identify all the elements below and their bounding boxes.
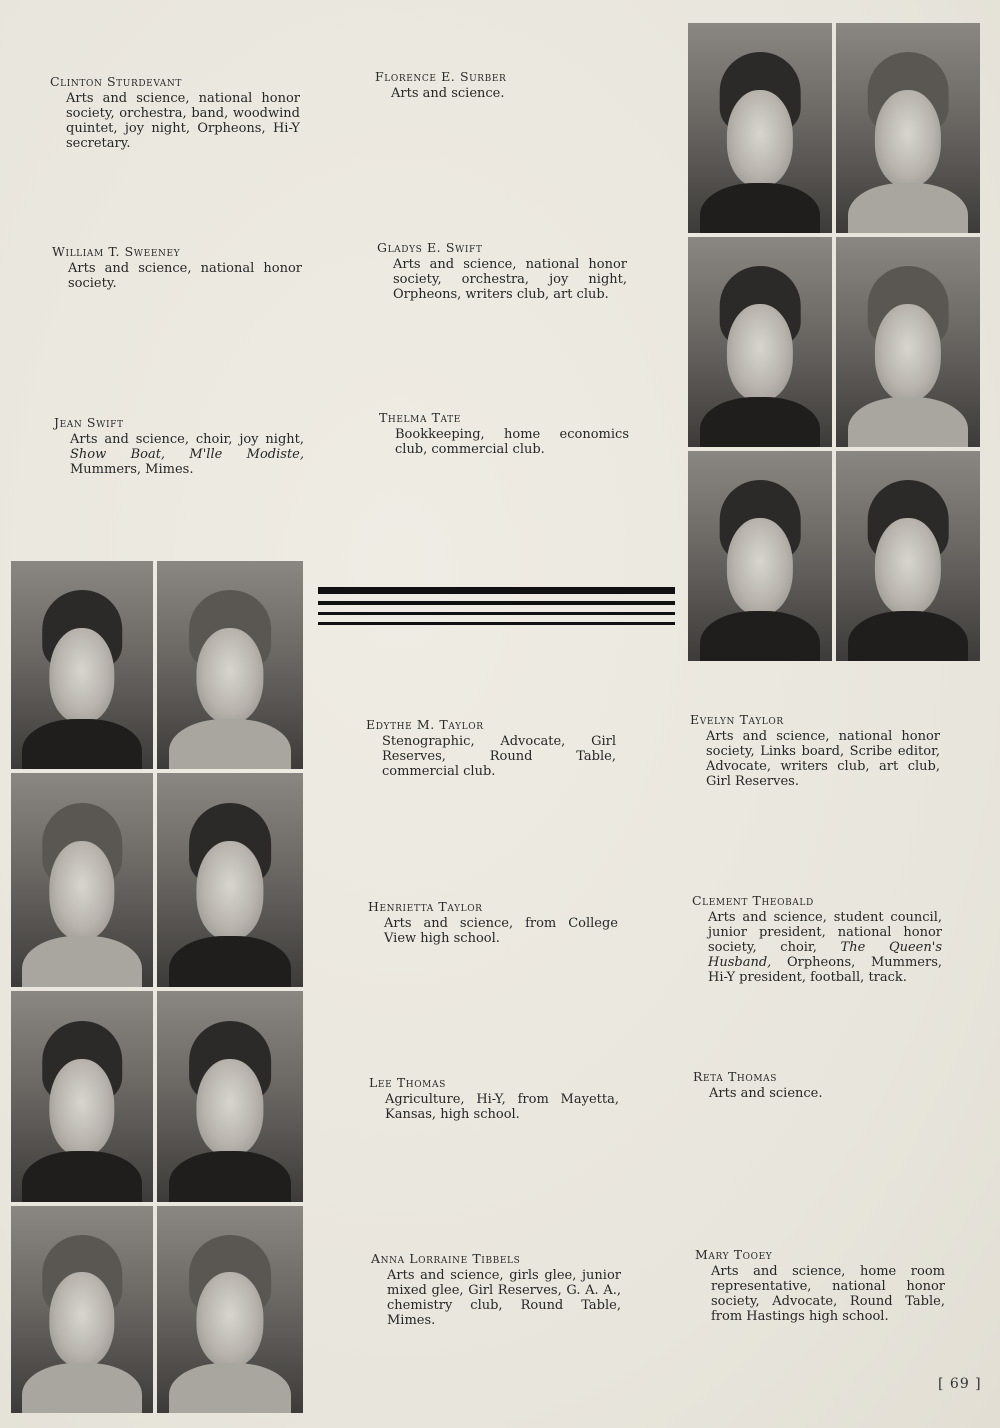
- entry-clement-theobald: [692, 893, 942, 985]
- portrait-photo: [688, 23, 832, 233]
- entry-clinton-sturdevant: [50, 74, 300, 151]
- entry-thelma-tate: [379, 410, 629, 457]
- entry-gladys-swift: [377, 240, 627, 302]
- entry-description: Stenographic, Advocate, Girl Reserves, Round Table, commercial club.: [382, 734, 616, 779]
- entry-name: Lee Thomas: [369, 1075, 446, 1090]
- entry-name: Evelyn Taylor: [690, 712, 784, 727]
- entry-description: Arts and science, national honor society, orchestra, band, woodwind quintet, joy night, Orpheons, Hi-Y secretary.: [66, 91, 300, 151]
- portrait-photo: [688, 237, 832, 447]
- portrait-photo: [836, 451, 980, 661]
- desc-part: Orpheons, Mummers, Hi-Y president, football, track.: [708, 955, 942, 985]
- portrait-photo: [11, 773, 153, 987]
- portrait-photo: [157, 561, 303, 769]
- entry-name: Anna Lorraine Tibbels: [371, 1251, 521, 1266]
- portrait-photo: [157, 1206, 303, 1413]
- desc-part: Arts and science, student council, junior president, national honor society, choir,: [708, 910, 942, 955]
- entry-description: [70, 432, 304, 477]
- rule-line: [318, 612, 675, 615]
- entry-description: Bookkeeping, home economics club, commercial club.: [395, 427, 629, 457]
- entry-lee-thomas: [369, 1075, 619, 1122]
- entry-description: Arts and science.: [391, 86, 505, 101]
- entry-description: Arts and science, national honor society, orchestra, joy night, Orpheons, writers club, art club.: [393, 257, 627, 302]
- entry-description: Arts and science.: [709, 1086, 823, 1101]
- portrait-photo: [836, 237, 980, 447]
- entry-henrietta-taylor: [368, 899, 618, 946]
- entry-reta-thomas: [693, 1069, 943, 1101]
- portrait-photo: [11, 1206, 153, 1413]
- entry-jean-swift: [54, 415, 304, 477]
- entry-edythe-taylor: [366, 717, 616, 779]
- entry-name: Mary Tooey: [695, 1247, 773, 1262]
- entry-name: Clinton Sturdevant: [50, 74, 182, 89]
- desc-part: Mummers, Mimes.: [70, 462, 194, 477]
- desc-italic-part: The Queen's Husband,: [708, 940, 942, 970]
- entry-description: [708, 910, 942, 985]
- entry-name: Jean Swift: [54, 415, 124, 430]
- portrait-photo: [157, 991, 303, 1202]
- entry-name: Thelma Tate: [379, 410, 461, 425]
- decorative-rules: [318, 587, 675, 632]
- entry-description: Arts and science, girls glee, junior mixed glee, Girl Reserves, G. A. A., chemistry club, Round Table, Mimes.: [387, 1268, 621, 1328]
- page-number: [ 69 ]: [938, 1376, 982, 1392]
- photo-grid-bottom-left: [11, 561, 303, 1413]
- desc-italic-part: Show Boat, M'lle Modiste,: [70, 447, 304, 462]
- portrait-photo: [157, 773, 303, 987]
- entry-florence-surber: [375, 69, 625, 101]
- entry-name: Edythe M. Taylor: [366, 717, 484, 732]
- entry-mary-tooey: [695, 1247, 945, 1324]
- entry-name: Clement Theobald: [692, 893, 814, 908]
- portrait-photo: [688, 451, 832, 661]
- portrait-photo: [836, 23, 980, 233]
- entry-description: Arts and science, national honor society.: [68, 261, 302, 291]
- portrait-photo: [11, 561, 153, 769]
- entry-evelyn-taylor: [690, 712, 940, 789]
- entry-name: William T. Sweeney: [52, 244, 181, 259]
- entry-description: Arts and science, national honor society, Links board, Scribe editor, Advocate, writers club, art club, Girl Reserves.: [706, 729, 940, 789]
- entry-william-sweeney: [52, 244, 302, 291]
- entry-description: Arts and science, from College View high school.: [384, 916, 618, 946]
- entry-name: Reta Thomas: [693, 1069, 778, 1084]
- photo-grid-top-right: [688, 23, 980, 661]
- rule-line: [318, 587, 675, 594]
- entry-name: Henrietta Taylor: [368, 899, 483, 914]
- entry-anna-tibbels: [371, 1251, 621, 1328]
- entry-description: Agriculture, Hi-Y, from Mayetta, Kansas, high school.: [385, 1092, 619, 1122]
- rule-line: [318, 622, 675, 625]
- entry-name: Florence E. Surber: [375, 69, 507, 84]
- portrait-photo: [11, 991, 153, 1202]
- desc-part: Arts and science, choir, joy night,: [70, 432, 304, 447]
- entry-description: Arts and science, home room representative, national honor society, Advocate, Round Table, from Hastings high school.: [711, 1264, 945, 1324]
- rule-line: [318, 601, 675, 605]
- entry-name: Gladys E. Swift: [377, 240, 483, 255]
